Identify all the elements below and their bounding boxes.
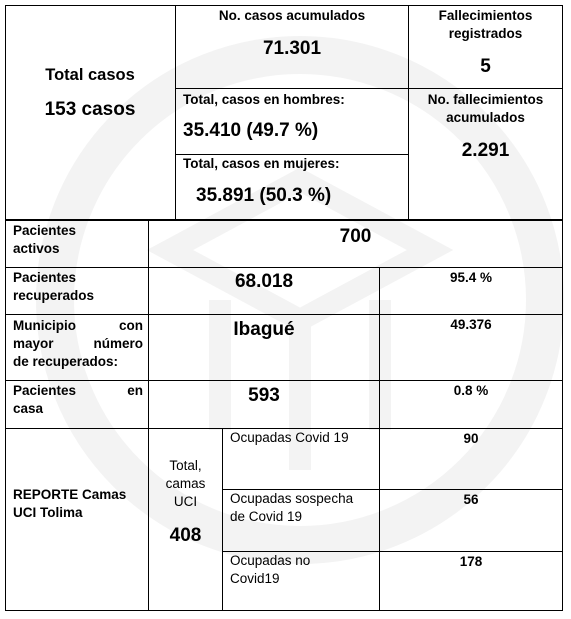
mujeres-label: Total, casos en mujeres: [183,156,340,171]
no-covid-value: 178 [459,554,483,569]
recuperados-pct: 95.4 % [449,270,493,285]
activos-label [13,222,143,258]
activos-label-line1: Pacientes [13,223,77,238]
sospecha-label [230,490,378,526]
recuperados-value: 68.018 [234,271,294,292]
fallecimientos-label-line2: registrados [448,26,523,41]
covid-value: 90 [463,431,479,446]
municipio-label-line1: Municipio con [13,318,143,333]
total-camas-value: 408 [169,525,202,546]
casa-value: 593 [248,385,280,406]
total-casos-value: 153 casos [44,99,136,120]
casa-label-line2: casa [13,401,44,416]
activos-value: 700 [339,226,372,247]
activos-label-line2: activos [13,241,60,256]
hombres-label: Total, casos en hombres: [183,92,345,107]
acumulados-value: 71.301 [262,38,322,59]
no-covid-label-line1: Ocupadas no [230,553,311,568]
fall-acum-label [409,91,562,127]
no-covid-label-line2: Covid19 [230,571,280,586]
casa-pct: 0.8 % [453,383,489,398]
fallecimientos-label [409,7,562,43]
sospecha-label-line1: Ocupadas sospecha [230,491,354,506]
reporte-uci-label-line2: UCI Tolima [13,505,83,520]
no-covid-label [230,552,378,588]
total-camas-label [149,457,222,511]
total-camas-label-line1: Total, [169,458,202,473]
fall-acum-value: 2.291 [461,140,510,161]
municipio-value: Ibagué [233,319,295,340]
reporte-uci-label-line1: REPORTE Camas [13,487,127,502]
acumulados-label: No. casos acumulados [218,8,366,23]
recuperados-label [13,269,143,305]
fallecimientos-label-line1: Fallecimientos [438,8,533,23]
fall-acum-label-line1: No. fallecimientos [427,92,544,107]
fallecimientos-value: 5 [480,56,491,77]
municipio-count: 49.376 [450,317,492,332]
recuperados-label-line1: Pacientes [13,270,77,285]
total-camas-label-line3: UCI [173,494,198,509]
municipio-label [13,317,143,371]
total-camas-label-line2: camas [165,476,206,491]
covid-label: Ocupadas Covid 19 [230,430,349,445]
fall-acum-label-line2: acumulados [446,110,525,125]
municipio-label-line3: de recuperados: [13,354,119,369]
casa-label-line1: Pacientes en [13,383,143,398]
reporte-uci-label [13,486,147,522]
hombres-value: 35.410 (49.7 %) [183,120,319,141]
sospecha-value: 56 [463,492,479,507]
municipio-label-line2: mayor número [13,336,143,351]
sospecha-label-line2: de Covid 19 [230,509,303,524]
mujeres-value: 35.891 (50.3 %) [196,185,332,206]
total-casos-label: Total casos [45,66,135,84]
recuperados-label-line2: recuperados [13,288,95,303]
casa-label [13,382,143,418]
